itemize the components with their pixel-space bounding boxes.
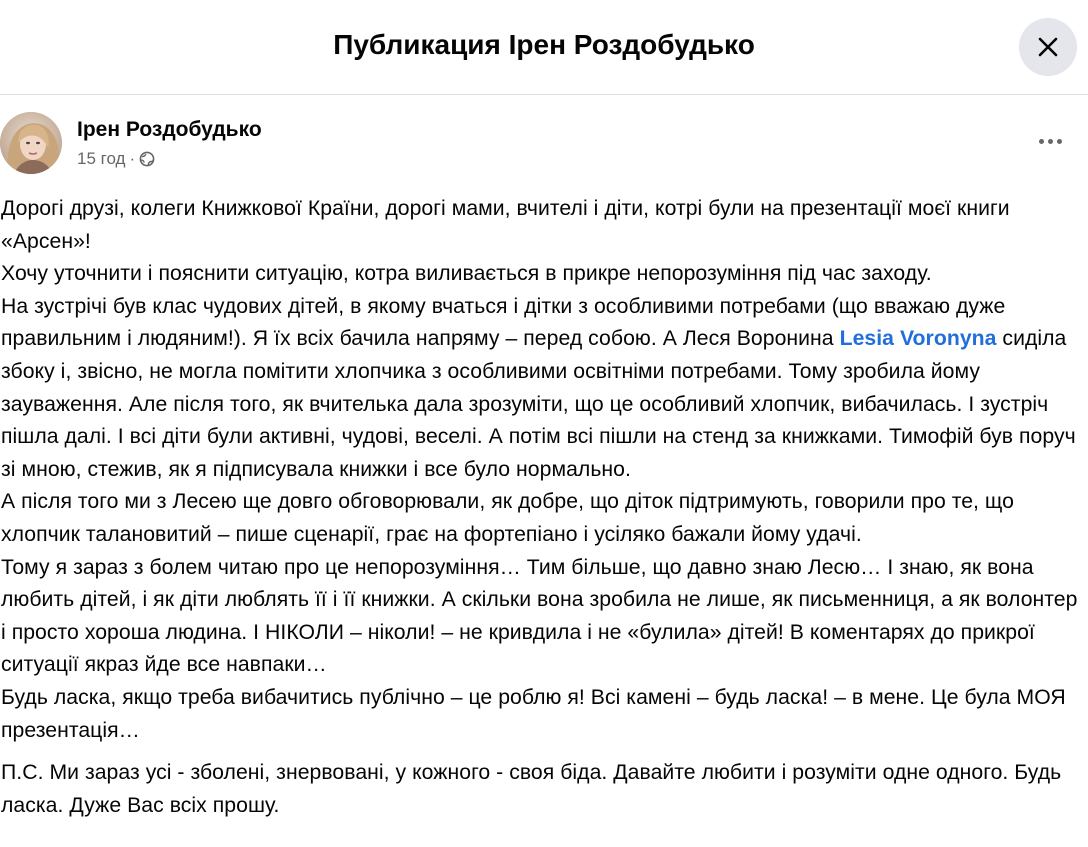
dialog-title: Публикация Ірен Роздобудько [333, 29, 755, 60]
paragraph-7: П.С. Ми зараз усі - зболені, знервовані, у кожного - своя біда. Давайте любити і розуміти одне одного. Будь ласка. Дуже Вас всіх прошу. [1, 761, 1062, 817]
close-button[interactable] [1019, 18, 1077, 76]
avatar[interactable] [0, 112, 62, 174]
paragraph-1: Дорогі друзі, колеги Книжкової Країни, дорогі мами, вчителі і діти, котрі були на презентації моєї книги «Арсен»! [1, 197, 1010, 253]
paragraph-3-start: На зустрічі був клас чудових дітей, в якому вчаться і дітки з особливими потребами (що вважаю дуже правильним і людяним!). Я їх всіх бачила напряму – перед собою. А Леся Воронина [1, 294, 1006, 351]
paragraph-3 [1, 291, 1085, 487]
post-header [0, 95, 1088, 183]
post-meta [77, 148, 155, 170]
post-time[interactable]: 15 год [77, 149, 126, 168]
more-options-button[interactable] [1030, 131, 1070, 151]
author-name[interactable]: Ірен Роздобудько [77, 118, 262, 141]
paragraph-6: Будь ласка, якщо треба вибачитись публічно – це роблю я! Всі камені – будь ласка! – в мене. Це була МОЯ презентація… [1, 685, 1066, 742]
close-icon [1037, 36, 1059, 58]
meta-separator: · [129, 149, 136, 168]
mention-link[interactable]: Lesia Voronyna [839, 327, 997, 351]
paragraph-2: Хочу уточнити і пояснити ситуацію, котра виливається в прикре непорозуміння під час заходу. [1, 262, 932, 286]
paragraph-4: А після того ми з Лесею ще довго обговорювали, як добре, що діток підтримують, говорили про те, що хлопчик талановитий – пише сценарії, грає на фортепіано і усіляко бажали йому удачі. [1, 490, 1015, 546]
dialog-header [0, 0, 1088, 95]
post-text [1, 193, 1085, 822]
globe-icon[interactable] [139, 151, 155, 167]
paragraph-3-end: сиділа збоку і, звісно, не могла помітити хлопчика з особливими освітніми потребами. Тому зробила йому зауваження. Але після того, як вчителька дала зрозуміти, що це особливий хлопчик, вибачилась. І зустріч пішла далі. І всі діти були активні, чудові, веселі. А потім всі пішли на стенд за книжками. Тимофій був поруч зі мною, стежив, як я підписувала книжки і все було нормально. [1, 327, 1076, 481]
more-options-icon [1039, 139, 1044, 144]
paragraph-5: Тому я зараз з болем читаю про це непорозуміння… Тим більше, що давно знаю Лесю… І знаю, як вона любить дітей, і як діти люблять її і її книжки. А скільки вона зробила не лише, як письменниця, а як волонтер і просто хороша людина. І НІКОЛИ – ніколи! – не кривдила і не «булила» дітей! В коментарях до прикрої ситуації якраз йде все навпаки… [1, 555, 1078, 677]
